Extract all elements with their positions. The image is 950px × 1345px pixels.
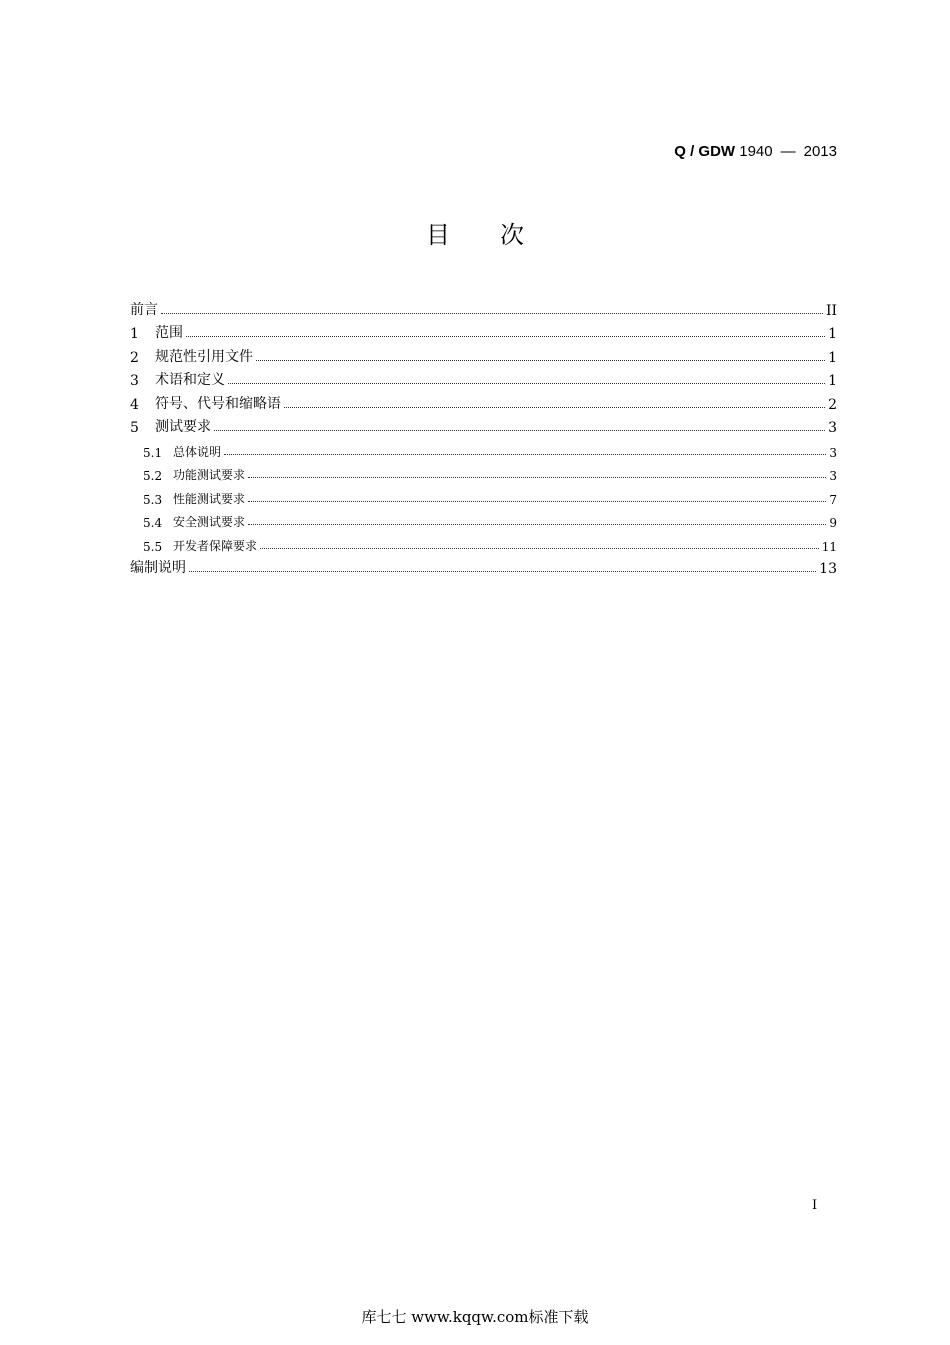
toc-entry-1[interactable] (130, 319, 837, 343)
toc-entry-compilation-notes[interactable] (130, 554, 837, 578)
toc-entry-page: 11 (821, 539, 837, 554)
toc-entry-5[interactable] (130, 413, 837, 437)
table-of-contents (130, 295, 837, 577)
toc-entry-5-3[interactable] (130, 483, 837, 507)
toc-entry-number: 5.4 (143, 516, 163, 530)
toc-entry-title: 总体说明 (173, 444, 222, 459)
toc-entry-5-1[interactable] (130, 436, 837, 460)
toc-entry-5-5[interactable] (130, 530, 837, 554)
toc-leader (161, 313, 823, 314)
toc-entry-page: II (825, 302, 837, 319)
toc-entry-number: 5.2 (143, 469, 163, 483)
toc-entry-title: 功能测试要求 (173, 468, 246, 482)
document-code-prefix: Q / GDW (674, 143, 736, 160)
toc-leader (248, 477, 826, 478)
document-code-number: 1940 (739, 143, 773, 160)
toc-entry-page: 1 (828, 349, 837, 366)
toc-entry-title: 开发者保障要求 (173, 538, 258, 553)
toc-entry-page: 13 (819, 561, 837, 577)
toc-leader (260, 548, 819, 549)
toc-entry-number: 1 (130, 326, 139, 342)
document-code (674, 141, 837, 163)
document-code-year: 2013 (803, 143, 837, 160)
toc-entry-3[interactable] (130, 366, 837, 390)
toc-entry-2[interactable] (130, 342, 837, 366)
toc-entry-page: 2 (828, 396, 837, 413)
toc-entry-title: 范围 (155, 325, 183, 341)
toc-entry-foreword[interactable] (130, 295, 837, 319)
page-number: I (812, 1198, 818, 1213)
toc-entry-page: 3 (828, 420, 837, 436)
document-code-dash: — (780, 143, 796, 160)
toc-entry-4[interactable] (130, 389, 837, 413)
footer-watermark-text: 库七七 www.kqqw.com标准下载 (361, 1308, 589, 1326)
toc-entry-number: 4 (130, 396, 139, 413)
toc-entry-title: 符号、代号和缩略语 (155, 395, 281, 412)
toc-leader (284, 407, 825, 408)
toc-entry-title: 性能测试要求 (173, 491, 246, 506)
toc-entry-number: 5.1 (143, 445, 163, 460)
toc-entry-number: 5.5 (143, 539, 163, 554)
toc-entry-number: 5 (130, 420, 139, 436)
toc-entry-page: 7 (829, 492, 837, 507)
toc-entry-number: 2 (130, 349, 139, 366)
toc-entry-title: 规范性引用文件 (155, 348, 253, 365)
toc-leader (224, 454, 826, 455)
toc-entry-page: 3 (829, 445, 837, 460)
toc-leader (248, 524, 826, 525)
toc-entry-page: 3 (829, 469, 837, 483)
toc-entry-page: 9 (829, 516, 837, 530)
toc-leader (228, 383, 825, 384)
toc-entry-title: 安全测试要求 (173, 515, 246, 529)
toc-entry-title: 测试要求 (155, 419, 211, 435)
toc-title: 目次 (426, 221, 574, 249)
toc-entry-page: 1 (828, 326, 837, 342)
toc-entry-title: 前言 (130, 301, 158, 318)
toc-leader (256, 360, 825, 361)
toc-entry-page: 1 (828, 373, 837, 389)
toc-entry-5-2[interactable] (130, 460, 837, 484)
toc-entry-title: 术语和定义 (155, 372, 225, 388)
toc-leader (189, 571, 816, 572)
toc-entry-number: 3 (130, 373, 139, 389)
toc-entry-title: 编制说明 (130, 560, 186, 576)
toc-entry-number: 5.3 (143, 492, 163, 507)
toc-entry-5-4[interactable] (130, 507, 837, 531)
toc-leader (186, 336, 825, 337)
toc-leader (248, 501, 826, 502)
toc-leader (214, 430, 825, 431)
